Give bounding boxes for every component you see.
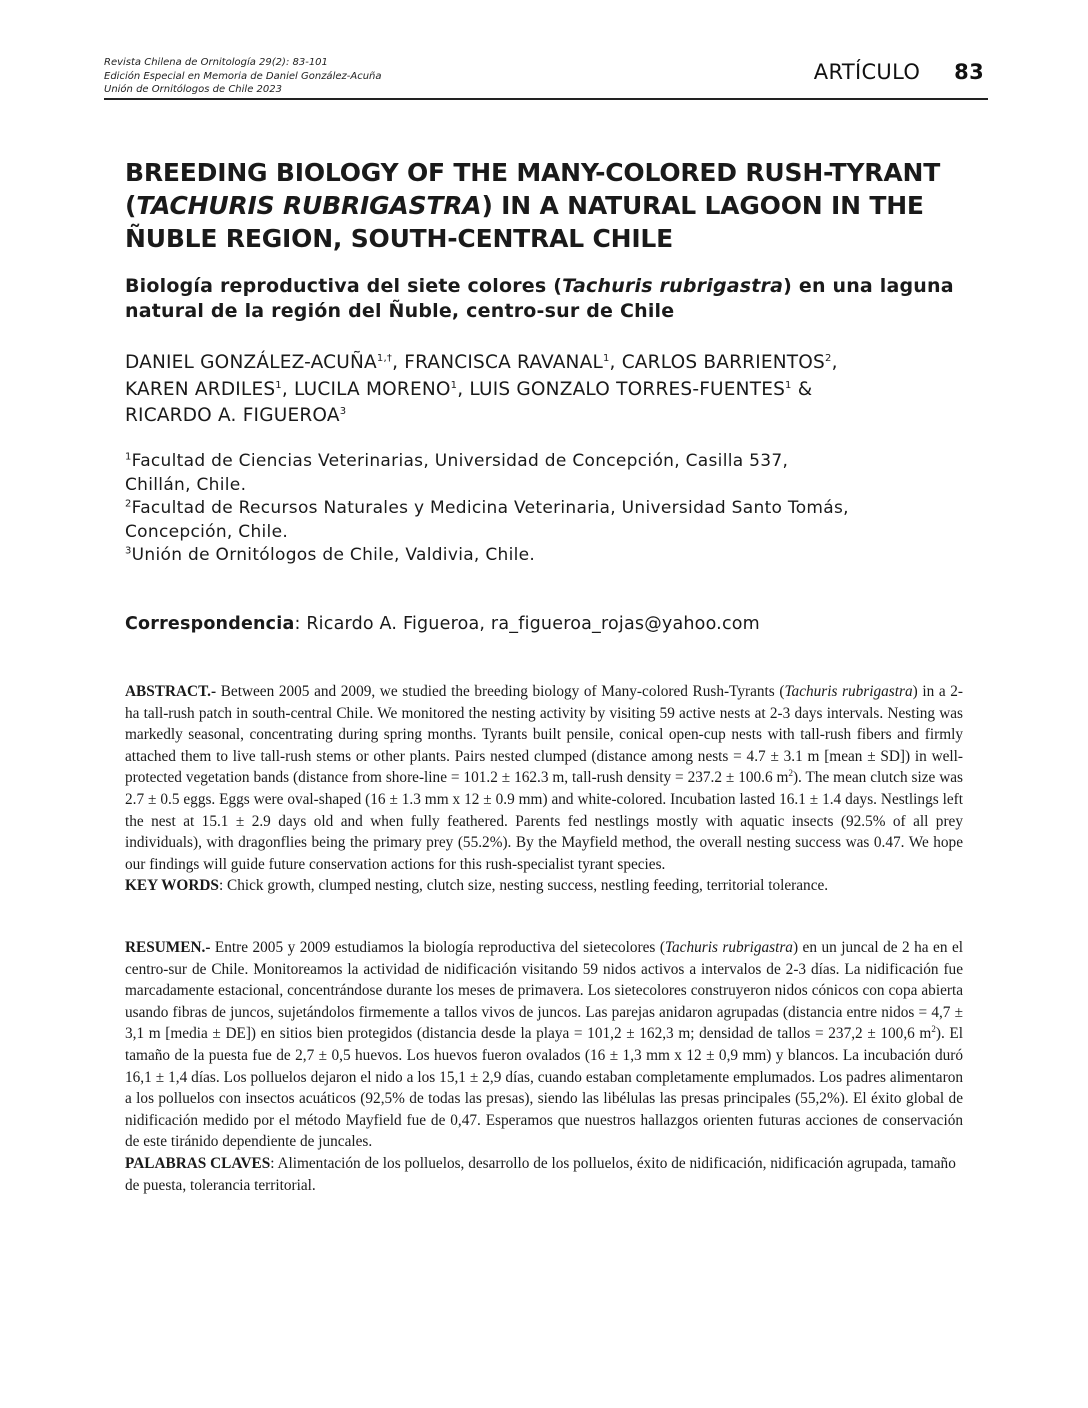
affiliation-text: Unión de Ornitólogos de Chile, Valdivia, Chile. (131, 545, 536, 565)
special-edition-line: Edición Especial en Memoria de Daniel González-Acuña (104, 70, 382, 82)
abstract-sup: 2 (788, 768, 793, 779)
author-affil-sup: 1 (275, 379, 282, 391)
key-words-label: KEY WORDS (125, 877, 219, 895)
key-words-text: : Chick growth, clumped nesting, clutch size, nesting success, nestling feeding, territorial tolerance. (218, 877, 829, 895)
title-line-2 (125, 189, 965, 222)
author-affil-sup: 1 (602, 352, 610, 364)
author-name: , LUCILA MORENO (281, 378, 451, 400)
authors-line-3 (125, 403, 985, 430)
publisher-line: Unión de Ornitólogos de Chile 2023 (104, 84, 282, 95)
author-name: DANIEL GONZÁLEZ-ACUÑA (125, 352, 377, 373)
author-affil-sup: 3 (339, 405, 347, 417)
palabras-claves (125, 1153, 963, 1196)
spanish-title-text-end: ) en una laguna (783, 275, 954, 297)
abstract-text: ) in a 2-ha tall-rush patch in south-central Chile. We monitored the nesting activity by visiting 59 active nests at 2-3 days intervals. Nesting was markedly seasonal, concentrating during spring months. Tyrants built pensile, conical open-cup nests with tall-rush fibers and firmly attached them to live tall-rush stems or other plants. Pairs nested clumped (distance among nests = 4.7 ± 3.1 m [mean ± SD]) in well-protected vegetation bands (distance from shore-line = 101.2 ± 162.3 m, tall-rush density = 237.2 ± 100.6 m (125, 683, 963, 787)
palabras-claves-text: : Alimentación de los polluelos, desarrollo de los polluelos, éxito de nidificación, nidificación agrupada, tamaño de puesta, tolerancia territorial. (125, 1154, 956, 1194)
affiliation-text: Facultad de Recursos Naturales y Medicina Veterinaria, Universidad Santo Tomás, (131, 498, 849, 518)
author-affil-sup: 1 (785, 379, 792, 391)
journal-header (104, 56, 382, 97)
author-name: KAREN ARDILES (125, 378, 276, 400)
spanish-title-text: Biología reproductiva del siete colores ( (125, 275, 563, 297)
palabras-claves-label: PALABRAS CLAVES (125, 1154, 271, 1172)
correspondence-label: Correspondencia (125, 614, 295, 634)
author-affil-sup: 1 (450, 379, 458, 391)
title-line-2-rest: ) IN A NATURAL LAGOON IN THE (481, 191, 924, 220)
resumen-species: Tachuris rubrigastra (664, 939, 793, 956)
author-name: , LUIS GONZALO TORRES-FUENTES (457, 378, 786, 400)
spanish-title-line-1 (125, 274, 985, 299)
title-line-3: ÑUBLE REGION, SOUTH-CENTRAL CHILE (125, 224, 674, 253)
affiliation-sup: 2 (125, 498, 132, 510)
resumen-sup: 2 (931, 1024, 936, 1035)
author-name: , FRANCISCA RAVANAL (392, 352, 603, 373)
author-affil-sup: 1,† (376, 352, 393, 364)
affiliation-text: Facultad de Ciencias Veterinarias, Universidad de Concepción, Casilla 537, (131, 451, 789, 471)
authors-line-2 (125, 377, 985, 404)
header-rule (104, 98, 988, 100)
author-name: , CARLOS BARRIENTOS (609, 352, 825, 373)
correspondence-text: : Ricardo A. Figueroa, ra_figueroa_rojas@yahoo.com (294, 614, 760, 634)
author-separator: , (831, 352, 838, 373)
resumen (125, 937, 963, 1196)
title-line-1: BREEDING BIOLOGY OF THE MANY-COLORED RUSH-TYRANT (125, 158, 941, 187)
resumen-text: Entre 2005 y 2009 estudiamos la biología reproductiva del sietecolores ( (210, 939, 665, 956)
page-number: 83 (954, 60, 984, 84)
abstract (125, 681, 963, 897)
affiliation-2-line-1 (125, 497, 985, 521)
affiliation-1-line-2: Chillán, Chile. (125, 474, 247, 495)
title-paren: ( (125, 191, 137, 220)
correspondence (125, 612, 985, 636)
author-name: RICARDO A. FIGUEROA (125, 405, 340, 426)
authors-line-1 (125, 350, 985, 377)
affiliation-1-line-1 (125, 450, 985, 474)
abstract-text: ). The mean clutch size was 2.7 ± 0.5 eggs. Eggs were oval-shaped (16 ± 1.3 mm x 12 ± 0.9 mm) and white-colored. Incubation lasted 16.1 ± 1.4 days. Nestlings left the nest at 15.1 ± 2.9 days old and when fully feathered. Parents fed nestlings mostly with aquatic insects (92.5% of all prey individuals), with dragonflies being the primary prey (55.2%). By the Mayfield method, the overall nesting success was 0.47. We hope our findings will guide future conservation actions for this rush-specialist tyrant species. (125, 769, 963, 873)
affiliation-sup: 1 (125, 451, 132, 463)
section-header (814, 60, 984, 84)
affiliations (125, 450, 985, 568)
section-label: ARTÍCULO (813, 60, 921, 84)
abstract-species: Tachuris rubrigastra (784, 683, 913, 700)
journal-citation: Revista Chilena de Ornitología 29(2): 83-101 (104, 57, 328, 68)
abstract-text: Between 2005 and 2009, we studied the breeding biology of Many-colored Rush-Tyrants ( (216, 683, 785, 700)
resumen-text: ). El tamaño de la puesta fue de 2,7 ± 0,5 huevos. Los huevos fueron ovalados (16 ± 1,3 mm x 12 ± 0,9 mm) y blancos. La incubación duró 16,1 ± 1,4 días. Los polluelos dejaron el nido a los 15,1 ± 2,9 días, cuando estaban completamente emplumados. Los padres alimentaron a los polluelos con insectos acuáticos (92,5% de todas las presas), siendo las libélulas las presas principales (55,2%). El éxito global de nidificación medido por el método Mayfield fue de 0,47. Esperamos que nuestros hallazgos orienten futuras acciones de conservación de este tiránido dependiente de juncales. (125, 1025, 963, 1151)
resumen-label: RESUMEN.- (125, 939, 211, 956)
spanish-title-line-2: natural de la región del Ñuble, centro-sur de Chile (125, 300, 675, 322)
key-words (125, 875, 963, 897)
affiliation-2-line-2: Concepción, Chile. (125, 521, 289, 542)
spanish-title-species: Tachuris rubrigastra (562, 275, 784, 297)
affiliation-sup: 3 (125, 545, 132, 557)
title-species: TACHURIS RUBRIGASTRA (136, 191, 482, 220)
article-title (125, 156, 965, 255)
affiliation-3-line-1 (125, 544, 985, 568)
resumen-text: ) en un juncal de 2 ha en el centro-sur de Chile. Monitoreamos la actividad de nidificación visitando 59 nidos activos a intervalos de 2-3 días. La nidificación fue marcadamente estacional, concentrándose durante los meses de primavera. Los sietecolores construyeron nidos cónicos con copa abierta usando fibras de juncos, sujetándolos firmemente a tallos vivos de juncos. Las parejas anidaron agrupadas (distancia entre nidos = 4,7 ± 3,1 m [media ± DE]) en sitios bien protegidos (distancia desde la playa = 101,2 ± 162,3 m; densidad de tallos = 237,2 ± 100,6 m (125, 939, 963, 1043)
author-separator: & (791, 378, 813, 400)
author-affil-sup: 2 (825, 352, 832, 364)
author-list (125, 350, 985, 430)
spanish-title (125, 274, 985, 324)
abstract-label: ABSTRACT.- (125, 683, 217, 700)
